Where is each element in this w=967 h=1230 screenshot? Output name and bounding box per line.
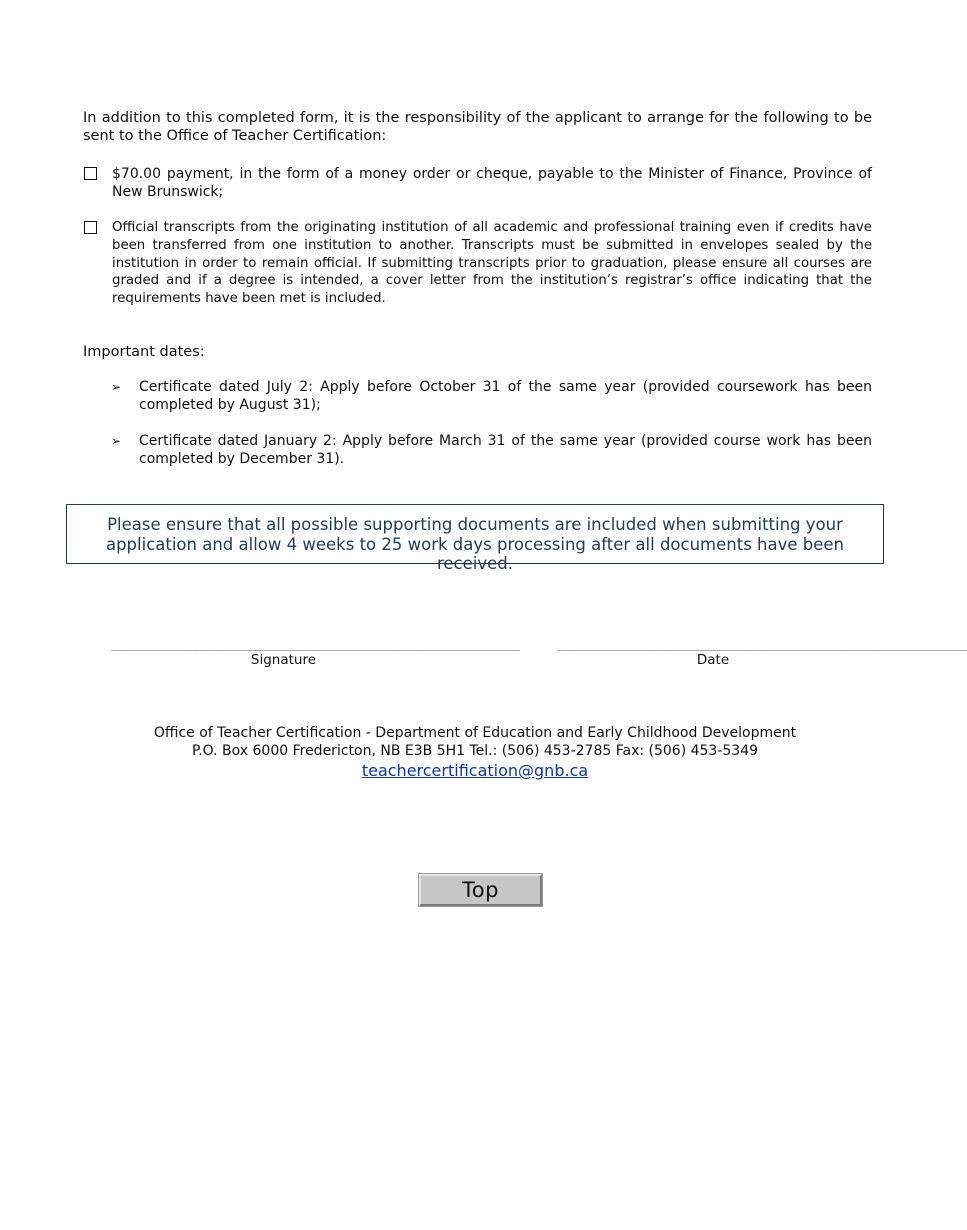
checkbox[interactable] xyxy=(84,221,97,234)
office-contact xyxy=(0,724,950,781)
checkbox[interactable] xyxy=(84,167,97,180)
checklist-text: Official transcripts from the originating institution of all academic and professional training even if credits have been transferred from one institution to another. Transcripts must be submitted in envelopes sealed by the institution in order to remain official. If submitting transcripts prior to graduation, please ensure all courses are graded and if a degree is intended, a cover letter from the institution’s registrar’s office indicating that the requirements have been met is included. xyxy=(112,220,872,307)
arrow-bullet-icon: ➢ xyxy=(111,434,122,448)
checklist-text: $70.00 payment, in the form of a money order or cheque, payable to the Minister of Finance, Province of New Brunswick; xyxy=(112,166,872,200)
signature-block xyxy=(111,638,521,668)
office-name: Office of Teacher Certification - Department of Education and Early Childhood Development xyxy=(153,725,797,741)
checklist-item-payment xyxy=(83,165,872,201)
checklist-item-transcripts xyxy=(83,219,872,308)
signature-label: Signature xyxy=(250,652,317,668)
date-item-january xyxy=(111,432,872,468)
arrow-bullet-icon: ➢ xyxy=(111,380,122,394)
date-text: Certificate dated January 2: Apply before March 31 of the same year (provided course work has been completed by December 31). xyxy=(139,433,872,467)
important-dates-heading: Important dates: xyxy=(83,344,205,360)
signature-line[interactable]: ____________________________________________________________ xyxy=(111,638,521,651)
office-address: P.O. Box 6000 Fredericton, NB E3B 5H1 Tel.: (506) 453-2785 Fax: (506) 453-5349 xyxy=(191,743,759,759)
date-block xyxy=(558,638,967,668)
top-button[interactable]: Top xyxy=(419,874,542,906)
date-label: Date xyxy=(696,652,730,668)
date-item-july xyxy=(111,378,872,414)
date-line[interactable]: ____________________________________________________________ xyxy=(558,638,967,651)
date-text: Certificate dated July 2: Apply before October 31 of the same year (provided coursework has been completed by August 31); xyxy=(139,379,872,413)
processing-notice: Please ensure that all possible supporting documents are included when submitting your application and allow 4 weeks to 25 work days processing after all documents have been received. xyxy=(66,504,884,564)
intro-paragraph: In addition to this completed form, it is the responsibility of the applicant to arrange for the following to be sent to the Office of Teacher Certification: xyxy=(83,110,872,144)
email-link[interactable]: teachercertification@gnb.ca xyxy=(361,761,589,780)
